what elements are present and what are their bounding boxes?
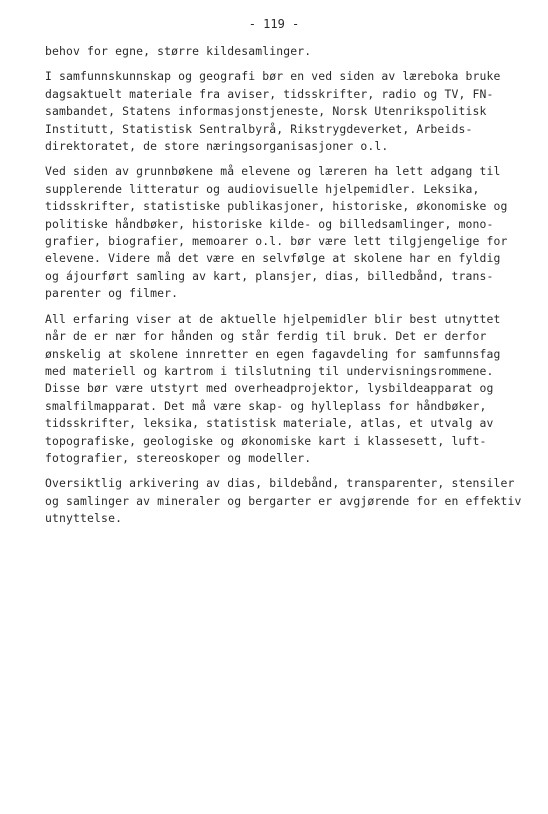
text-line: smalfilmapparat. Det må være skap- og hylleplass for håndbøker, [45, 398, 487, 413]
text-line: Ved siden av grunnbøkene må elevene og læreren ha lett adgang til [45, 164, 501, 179]
text-line: tidsskrifter, leksika, statistisk materiale, atlas, et utvalg av [45, 416, 494, 431]
text-line: og samlinger av mineraler og bergarter er avgjørende for en effektiv [45, 493, 522, 508]
text-line: ønskelig at skolene innretter en egen fagavdeling for samfunnsfag [45, 346, 501, 361]
text-line: elevene. Videre må det være en selvfølge at skolene har en fyldig [45, 251, 501, 266]
text-line: utnyttelse. [45, 511, 123, 526]
document-body [45, 43, 522, 536]
text-line: sambandet, Statens informasjonstjeneste, Norsk Utenrikspolitisk [45, 104, 487, 119]
paragraph-2 [45, 68, 515, 155]
paragraph-5 [45, 475, 522, 527]
text-line: Disse bør være utstyrt med overheadprojektor, lysbildeapparat og [45, 381, 494, 396]
text-line: All erfaring viser at de aktuelle hjelpemidler blir best utnyttet [45, 311, 501, 326]
text-line: politiske håndbøker, historiske kilde- og billedsamlinger, mono- [45, 216, 494, 231]
text-line: dagsaktuelt materiale fra aviser, tidsskrifter, radio og TV, FN- [45, 86, 494, 101]
text-line: med materiell og kartrom i tilslutning til undervisningsrommene. [45, 363, 494, 378]
text-line: topografiske, geologiske og økonomiske kart i klassesett, luft- [45, 433, 487, 448]
text-line: supplerende litteratur og audiovisuelle hjelpemidler. Leksika, [45, 181, 480, 196]
text-line: og ájourført samling av kart, plansjer, dias, billedbånd, trans- [45, 268, 494, 283]
page-number: - 119 - [248, 17, 300, 31]
paragraph-4 [45, 311, 515, 468]
text-line: Institutt, Statistisk Sentralbyrå, Rikstrygdeverket, Arbeids- [45, 121, 473, 136]
text-line: tidsskrifter, statistiske publikasjoner, historiske, økonomiske og [45, 199, 508, 214]
text-line: grafier, biografier, memoarer o.l. bør være lett tilgjengelige for [45, 234, 508, 249]
text-line: når de er nær for hånden og står ferdig til bruk. Det er derfor [45, 329, 487, 344]
text-line: parenter og filmer. [45, 286, 179, 301]
text-line: direktoratet, de store næringsorganisasjoner o.l. [45, 139, 389, 154]
paragraph-3 [45, 163, 515, 302]
text-line: behov for egne, større kildesamlinger. [45, 44, 312, 58]
text-line: fotografier, stereoskoper og modeller. [45, 450, 312, 465]
text-line: I samfunnskunnskap og geografi bør en ved siden av læreboka bruke [45, 69, 501, 84]
text-line: Oversiktlig arkivering av dias, bildebånd, transparenter, stensiler [45, 476, 515, 491]
paragraph-1 [45, 43, 515, 60]
